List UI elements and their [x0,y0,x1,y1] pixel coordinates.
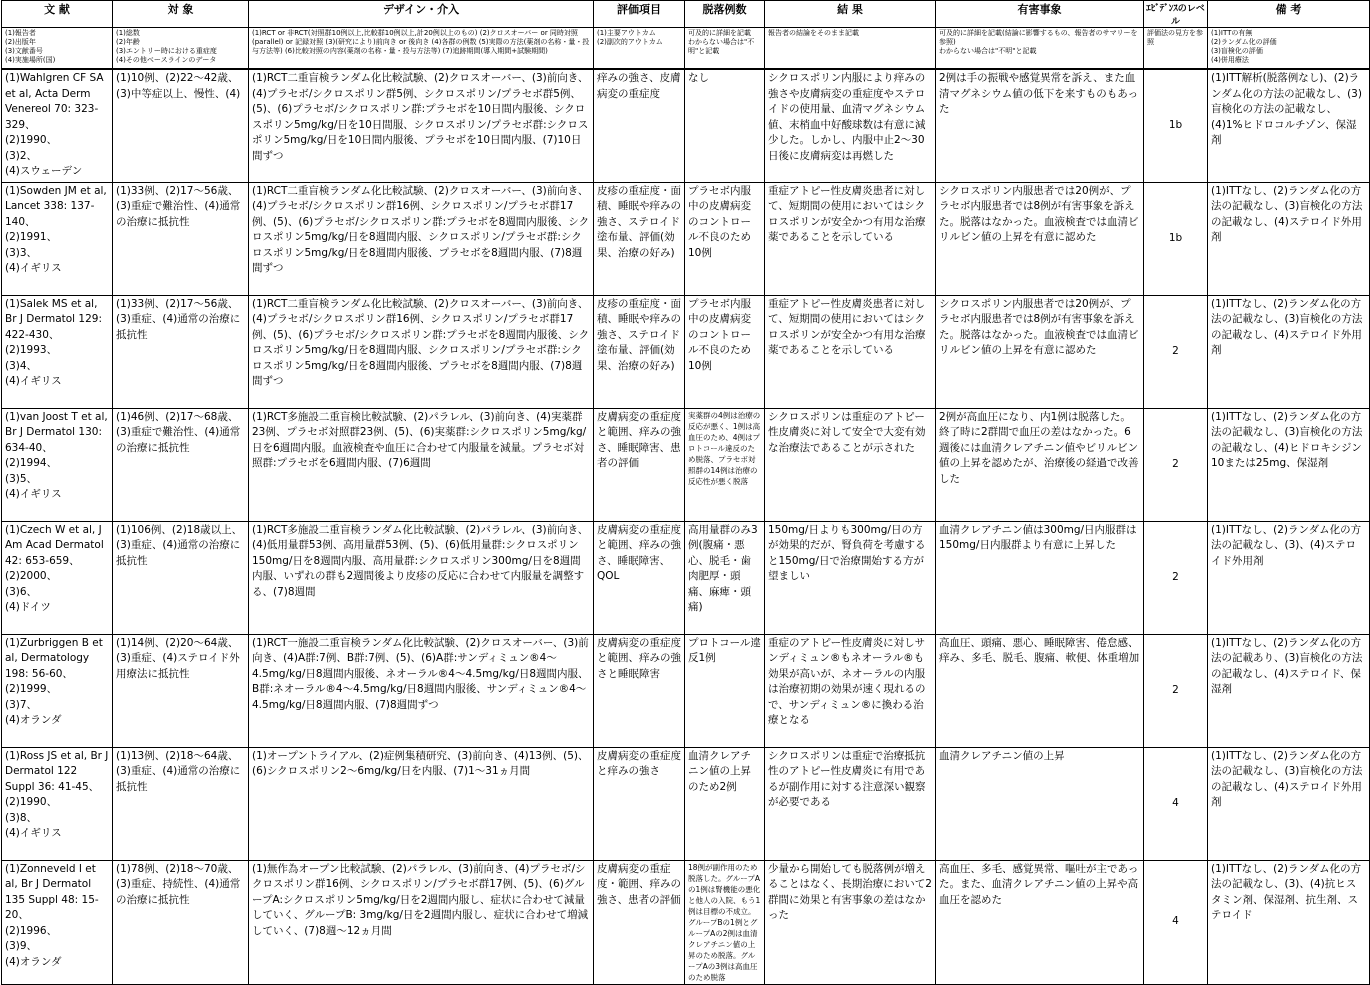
cell-subject: (1)106例、(2)18歳以上、(3)重症、(4)通常の治療に抵抗性 [113,521,249,634]
cell-design: (1)RCT二重盲検ランダム化比較試験、(2)クロスオーバー、(3)前向き、(4)プラセボ/シクロスポリン群16例、シクロスポリン/プラセボ群17例、(5)、(6)プラセボ/シクロスポリン群:プラセボを8週間内服後、シクロスポリン5mg/kg/日を8週間内服、シクロスポリン/プラセボ群:シクロスポリン5mg/kg/日を8週間内服後、プラセボを8週間内服、(7)8週間ずつ [249,295,594,408]
cell-eval: 皮膚病変の重症度と範囲、痒みの強さ、睡眠障害、患者の評価 [594,408,685,521]
cell-note: (1)ITTなし、(2)ランダム化の方法の記載なし、(3)、(4)抗ヒスタミン剤、保湿剤、抗生剤、ステロイド [1208,860,1370,984]
cell-design: (1)無作為オープン比較試験、(2)パラレル、(3)前向き、(4)プラセボ/シクロスポリン群16例、シクロスポリン/プラセボ群17例、(5)、(6)グループA:シクロスポリン5mg/kg/日を2週間内服し、症状に合わせて減量していく、グループB: 3mg/kg/日を2週間内服し、症状に合わせて増減していく、(7)8週～12ヵ月間 [249,860,594,984]
cell-level: 4 [1144,747,1208,860]
cell-level: 2 [1144,295,1208,408]
header-dropout: 脱落例数 [685,1,765,28]
cell-level: 2 [1144,634,1208,747]
cell-subject: (1)33例、(2)17～56歳、(3)重症、(4)通常の治療に抵抗性 [113,295,249,408]
cell-level: 4 [1144,860,1208,984]
cell-design: (1)RCT二重盲検ランダム化比較試験、(2)クロスオーバー、(3)前向き、(4)プラセボ/シクロスポリン群16例、シクロスポリン/プラセボ群17例、(5)、(6)プラセボ/シクロスポリン群:プラセボを8週間内服後、シクロスポリン5mg/kg/日を8週間内服、シクロスポリン/プラセボ群:シクロスポリン5mg/kg/日を8週間内服後、プラセボを8週間内服、(7)8週間ずつ [249,182,594,295]
cell-literature: (1)Sowden JM et al, Lancet 338: 137-140、 (2)1991、 (3)3、 (4)イギリス [2,182,113,295]
cell-adverse: 高血圧、多毛、感覚異常、嘔吐が主であった。また、血清クレアチニン値の上昇や高血圧を認めた [936,860,1144,984]
cell-adverse: 血清クレアチニン値の上昇 [936,747,1144,860]
cell-subject: (1)78例、(2)18～70歳、(3)重症、持続性、(4)通常の治療に抵抗性 [113,860,249,984]
header-level: ｴﾋﾞﾃﾞﾝｽのレベル [1144,1,1208,28]
cell-result: 150mg/日よりも300mg/日の方が効果的だが、腎負荷を考慮すると150mg/日で治療開始する方が望ましい [765,521,936,634]
cell-level: 1b [1144,69,1208,182]
cell-eval: 痒みの強さ、皮膚病変の重症度 [594,69,685,182]
cell-dropout: プラセボ内服中の皮膚病変のコントロール不良のため10例 [685,295,765,408]
cell-subject: (1)33例、(2)17～56歳、(3)重症で難治性、(4)通常の治療に抵抗性 [113,182,249,295]
cell-result: シクロスポリンは重症のアトピー性皮膚炎に対して安全で大変有効な治療法であることが示された [765,408,936,521]
subheader-eval: (1)主要アウトカム (2)副次的アウトカム [594,28,685,70]
subheader-design: (1)RCT or 非RCT(対照群10例以上,比較群10例以上,計20例以上のもの) (2)クロスオーバー or 同時対照(parallel) or 記録対照 (3)(研究により)前向き or 後向き (4)各群の例数 (5)実際の方法(薬剤の名称・量・投与方法等) (6)比較対照の内容(薬剤の名称・量・投与方法等) (7)追跡期間(導入期間+試験期間) [249,28,594,70]
subheader-subject: (1)総数 (2)年齢 (3)エントリー時における重症度 (4)その他ベースラインのデータ [113,28,249,70]
cell-adverse: 2例は手の振戦や感覚異常を訴え、また血清マグネシウム値の低下を来すものもあった [936,69,1144,182]
subheader-level: 評価法の見方を参照 [1144,28,1208,70]
cell-literature: (1)Zonneveld I et al, Br J Dermatol 135 Suppl 48: 15-20、 (2)1996、 (3)9、 (4)オランダ [2,860,113,984]
cell-dropout: なし [685,69,765,182]
cell-result: 重症アトピー性皮膚炎患者に対して、短期間の使用においてはシクロスポリンが安全かつ有用な治療薬であることを示している [765,182,936,295]
cell-adverse: 血清クレアチニン値は300mg/日内服群は150mg/日内服群より有意に上昇した [936,521,1144,634]
table-row [2,634,1370,747]
cell-note: (1)ITTなし、(2)ランダム化の方法の記載なし、(3)盲検化の方法の記載なし、(4)ステロイド外用剤 [1208,747,1370,860]
header-eval: 評価項目 [594,1,685,28]
cell-literature: (1)Salek MS et al, Br J Dermatol 129: 422-430、 (2)1993、 (3)4、 (4)イギリス [2,295,113,408]
cell-dropout: 高用量群のみ3例(腹痛・悪心、脱毛・歯肉肥厚・頭痛、麻痺・頭痛) [685,521,765,634]
cell-adverse: 高血圧、頭痛、悪心、睡眠障害、倦怠感、痒み、多毛、脱毛、腹痛、軟便、体重増加 [936,634,1144,747]
cell-note: (1)ITTなし、(2)ランダム化の方法の記載なし、(3)盲検化の方法の記載なし、(4)ヒドロキシジン10または25mg、保湿剤 [1208,408,1370,521]
header-design: デザイン・介入 [249,1,594,28]
cell-note: (1)ITTなし、(2)ランダム化の方法の記載なし、(3)、(4)ステロイド外用剤 [1208,521,1370,634]
cell-eval: 皮膚病変の重症度と範囲、痒みの強さと睡眠障害 [594,634,685,747]
subheader-adverse: 可及的に詳細を記載(結論に影響するもの、報告者のサマリーを参照) わからない場合は"不明"と記載 [936,28,1144,70]
cell-result: 重症アトピー性皮膚炎患者に対して、短期間の使用においてはシクロスポリンが安全かつ有用な治療薬であることを示している [765,295,936,408]
cell-eval: 皮膚病変の重症度・範囲、痒みの強さ、患者の評価 [594,860,685,984]
evidence-table [1,0,1370,985]
table-row [2,408,1370,521]
header-result: 結 果 [765,1,936,28]
cell-dropout: プラセボ内服中の皮膚病変のコントロール不良のため10例 [685,182,765,295]
cell-literature: (1)van Joost T et al, Br J Dermatol 130: 634-40、 (2)1994、 (3)5、 (4)イギリス [2,408,113,521]
cell-dropout: プロトコール違反1例 [685,634,765,747]
cell-result: シクロスポリンは重症で治療抵抗性のアトピー性皮膚炎に有用であるが副作用に対する注意深い観察が必要である [765,747,936,860]
cell-note: (1)ITTなし、(2)ランダム化の方法の記載なし、(3)盲検化の方法の記載なし、(4)ステロイド外用剤 [1208,182,1370,295]
cell-design: (1)RCT多施設二重盲検ランダム化比較試験、(2)パラレル、(3)前向き、(4)低用量群53例、高用量群53例、(5)、(6)低用量群:シクロスポリン150mg/日を8週間内服、高用量群:シクロスポリン300mg/日を8週間内服、いずれの群も2週間後より皮疹の反応に合わせて内服量を調整する、(7)8週間 [249,521,594,634]
cell-eval: 皮疹の重症度・面積、睡眠や痒みの強さ、ステロイド塗布量、評価(効果、治療の好み) [594,182,685,295]
cell-dropout: 18例が副作用のため脱落した。グループAの1例は腎機能の悪化と他人の入院、もう1例は目標の不成立。グループBの1例とグループAの2例は血清クレアチニン値の上昇のため脱落。グループAの3例は高血圧のため脱落 [685,860,765,984]
cell-eval: 皮膚病変の重症度と範囲、痒みの強さ、睡眠障害、QOL [594,521,685,634]
cell-level: 2 [1144,521,1208,634]
cell-note: (1)ITT解析(脱落例なし)、(2)ランダム化の方法の記載なし、(3)盲検化の方法の記載なし、(4)1%ヒドロコルチゾン、保湿剤 [1208,69,1370,182]
cell-design: (1)RCT一施設二重盲検ランダム化比較試験、(2)クロスオーバー、(3)前向き、(4)A群:7例、B群:7例、(5)、(6)A群:サンディミュン®4～4.5mg/kg/日8週間内服後、ネオーラル®4～4.5mg/kg/日8週間内服、B群:ネオーラル®4～4.5mg/kg/日8週間内服後、サンディミュン®4～4.5mg/kg/日8週間内服、(7)8週間ずつ [249,634,594,747]
cell-result: 少量から開始しても脱落例が増えることはなく、長期治療において2群間に効果と有害事象の差はなかった [765,860,936,984]
cell-level: 1b [1144,182,1208,295]
cell-literature: (1)Wahlgren CF SA et al, Acta Derm Venereol 70: 323-329、 (2)1990、 (3)2、 (4)スウェーデン [2,69,113,182]
cell-literature: (1)Ross JS et al, Br J Dermatol 122 Suppl 36: 41-45、 (2)1990、 (3)8、 (4)イギリス [2,747,113,860]
cell-adverse: シクロスポリン内服患者では20例が、プラセボ内服患者では8例が有害事象を訴えた。脱落はなかった。血液検査では血清ビリルビン値の上昇を有意に認めた [936,182,1144,295]
cell-note: (1)ITTなし、(2)ランダム化の方法の記載なし、(3)盲検化の方法の記載なし、(4)ステロイド外用剤 [1208,295,1370,408]
table-row [2,182,1370,295]
cell-eval: 皮疹の重症度・面積、睡眠や痒みの強さ、ステロイド塗布量、評価(効果、治療の好み) [594,295,685,408]
subheader-literature: (1)報告者 (2)出版年 (3)文献番号 (4)実施場所(国) [2,28,113,70]
cell-subject: (1)13例、(2)18～64歳、(3)重症、(4)通常の治療に抵抗性 [113,747,249,860]
cell-adverse: 2例が高血圧になり、内1例は脱落した。終了時に2群間で血圧の差はなかった。6週後には血清クレアチニン値やビリルビン値の上昇を認めたが、治療後の経過で改善した [936,408,1144,521]
header-note: 備 考 [1208,1,1370,28]
cell-subject: (1)46例、(2)17～68歳、(3)重症で難治性、(4)通常の治療に抵抗性 [113,408,249,521]
cell-dropout: 実薬群の4例は治療の反応が悪く、1例は高血圧のため、4例はプロトコール違反のため脱落、プラセボ対照群の14例は治療の反応性が悪く脱落 [685,408,765,521]
cell-result: 重症のアトピー性皮膚炎に対しサンディミュン®もネオーラル®も効果が高いが、ネオーラルの内服は治療初期の効果が速く現れるので、サンディミュン®に換わる治療となる [765,634,936,747]
table-row [2,747,1370,860]
header-adverse: 有害事象 [936,1,1144,28]
cell-design: (1)オープントライアル、(2)症例集積研究、(3)前向き、(4)13例、(5)、(6)シクロスポリン2～6mg/kg/日を内服、(7)1～31ヵ月間 [249,747,594,860]
table-row [2,521,1370,634]
header-literature: 文 献 [2,1,113,28]
table-row [2,860,1370,984]
cell-design: (1)RCT二重盲検ランダム化比較試験、(2)クロスオーバー、(3)前向き、(4)プラセボ/シクロスポリン群5例、シクロスポリン/プラセボ群5例、(5)、(6)プラセボ/シクロスポリン群:プラセボを10日間内服後、シクロスポリン5mg/kg/日を10日間服、シクロスポリン/プラセボ群:シクロスポリン5mg/kg/日を10日間内服後、プラセボを10日間内服、(7)10日間ずつ [249,69,594,182]
header-subject: 対 象 [113,1,249,28]
cell-eval: 皮膚病変の重症度と痒みの強さ [594,747,685,860]
cell-level: 2 [1144,408,1208,521]
cell-literature: (1)Czech W et al, J Am Acad Dermatol 42: 653-659、 (2)2000、 (3)6、 (4)ドイツ [2,521,113,634]
table-row [2,69,1370,182]
table-row [2,295,1370,408]
cell-note: (1)ITTなし、(2)ランダム化の方法の記載あり、(3)盲検化の方法の記載なし、(4)ステロイド、保湿剤 [1208,634,1370,747]
cell-design: (1)RCT多施設二重盲検比較試験、(2)パラレル、(3)前向き、(4)実薬群23例、プラセボ対照群23例、(5)、(6)実薬群:シクロスポリン5mg/kg/日を6週間内服。血液検査や血圧に合わせて内服量を減量。プラセボ対照群:プラセボを6週間内服、(7)6週間 [249,408,594,521]
subheader-result: 報告者の結論をそのまま記載 [765,28,936,70]
subheader-dropout: 可及的に詳細を記載 わからない場合は"不明"と記載 [685,28,765,70]
subheader-note: (1)ITTの有無 (2)ランダム化の評価 (3)盲検化の評価 (4)併用療法 [1208,28,1370,70]
cell-literature: (1)Zurbriggen B et al, Dermatology 198: 56-60、 (2)1999、 (3)7、 (4)オランダ [2,634,113,747]
cell-adverse: シクロスポリン内服患者では20例が、プラセボ内服患者では8例が有害事象を訴えた。脱落はなかった。血液検査では血清ビリルビン値の上昇を有意に認めた [936,295,1144,408]
cell-result: シクロスポリン内服により痒みの強さや皮膚病変の重症度やステロイドの使用量、血清マグネシウム値、末梢血中好酸球数は有意に減少した。しかし、内服中止2～30日後に皮膚病変は再燃した [765,69,936,182]
cell-dropout: 血清クレアチニン値の上昇のため2例 [685,747,765,860]
cell-subject: (1)10例、(2)22～42歳、(3)中等症以上、慢性、(4) [113,69,249,182]
cell-subject: (1)14例、(2)20～64歳、(3)重症、(4)ステロイド外用療法に抵抗性 [113,634,249,747]
